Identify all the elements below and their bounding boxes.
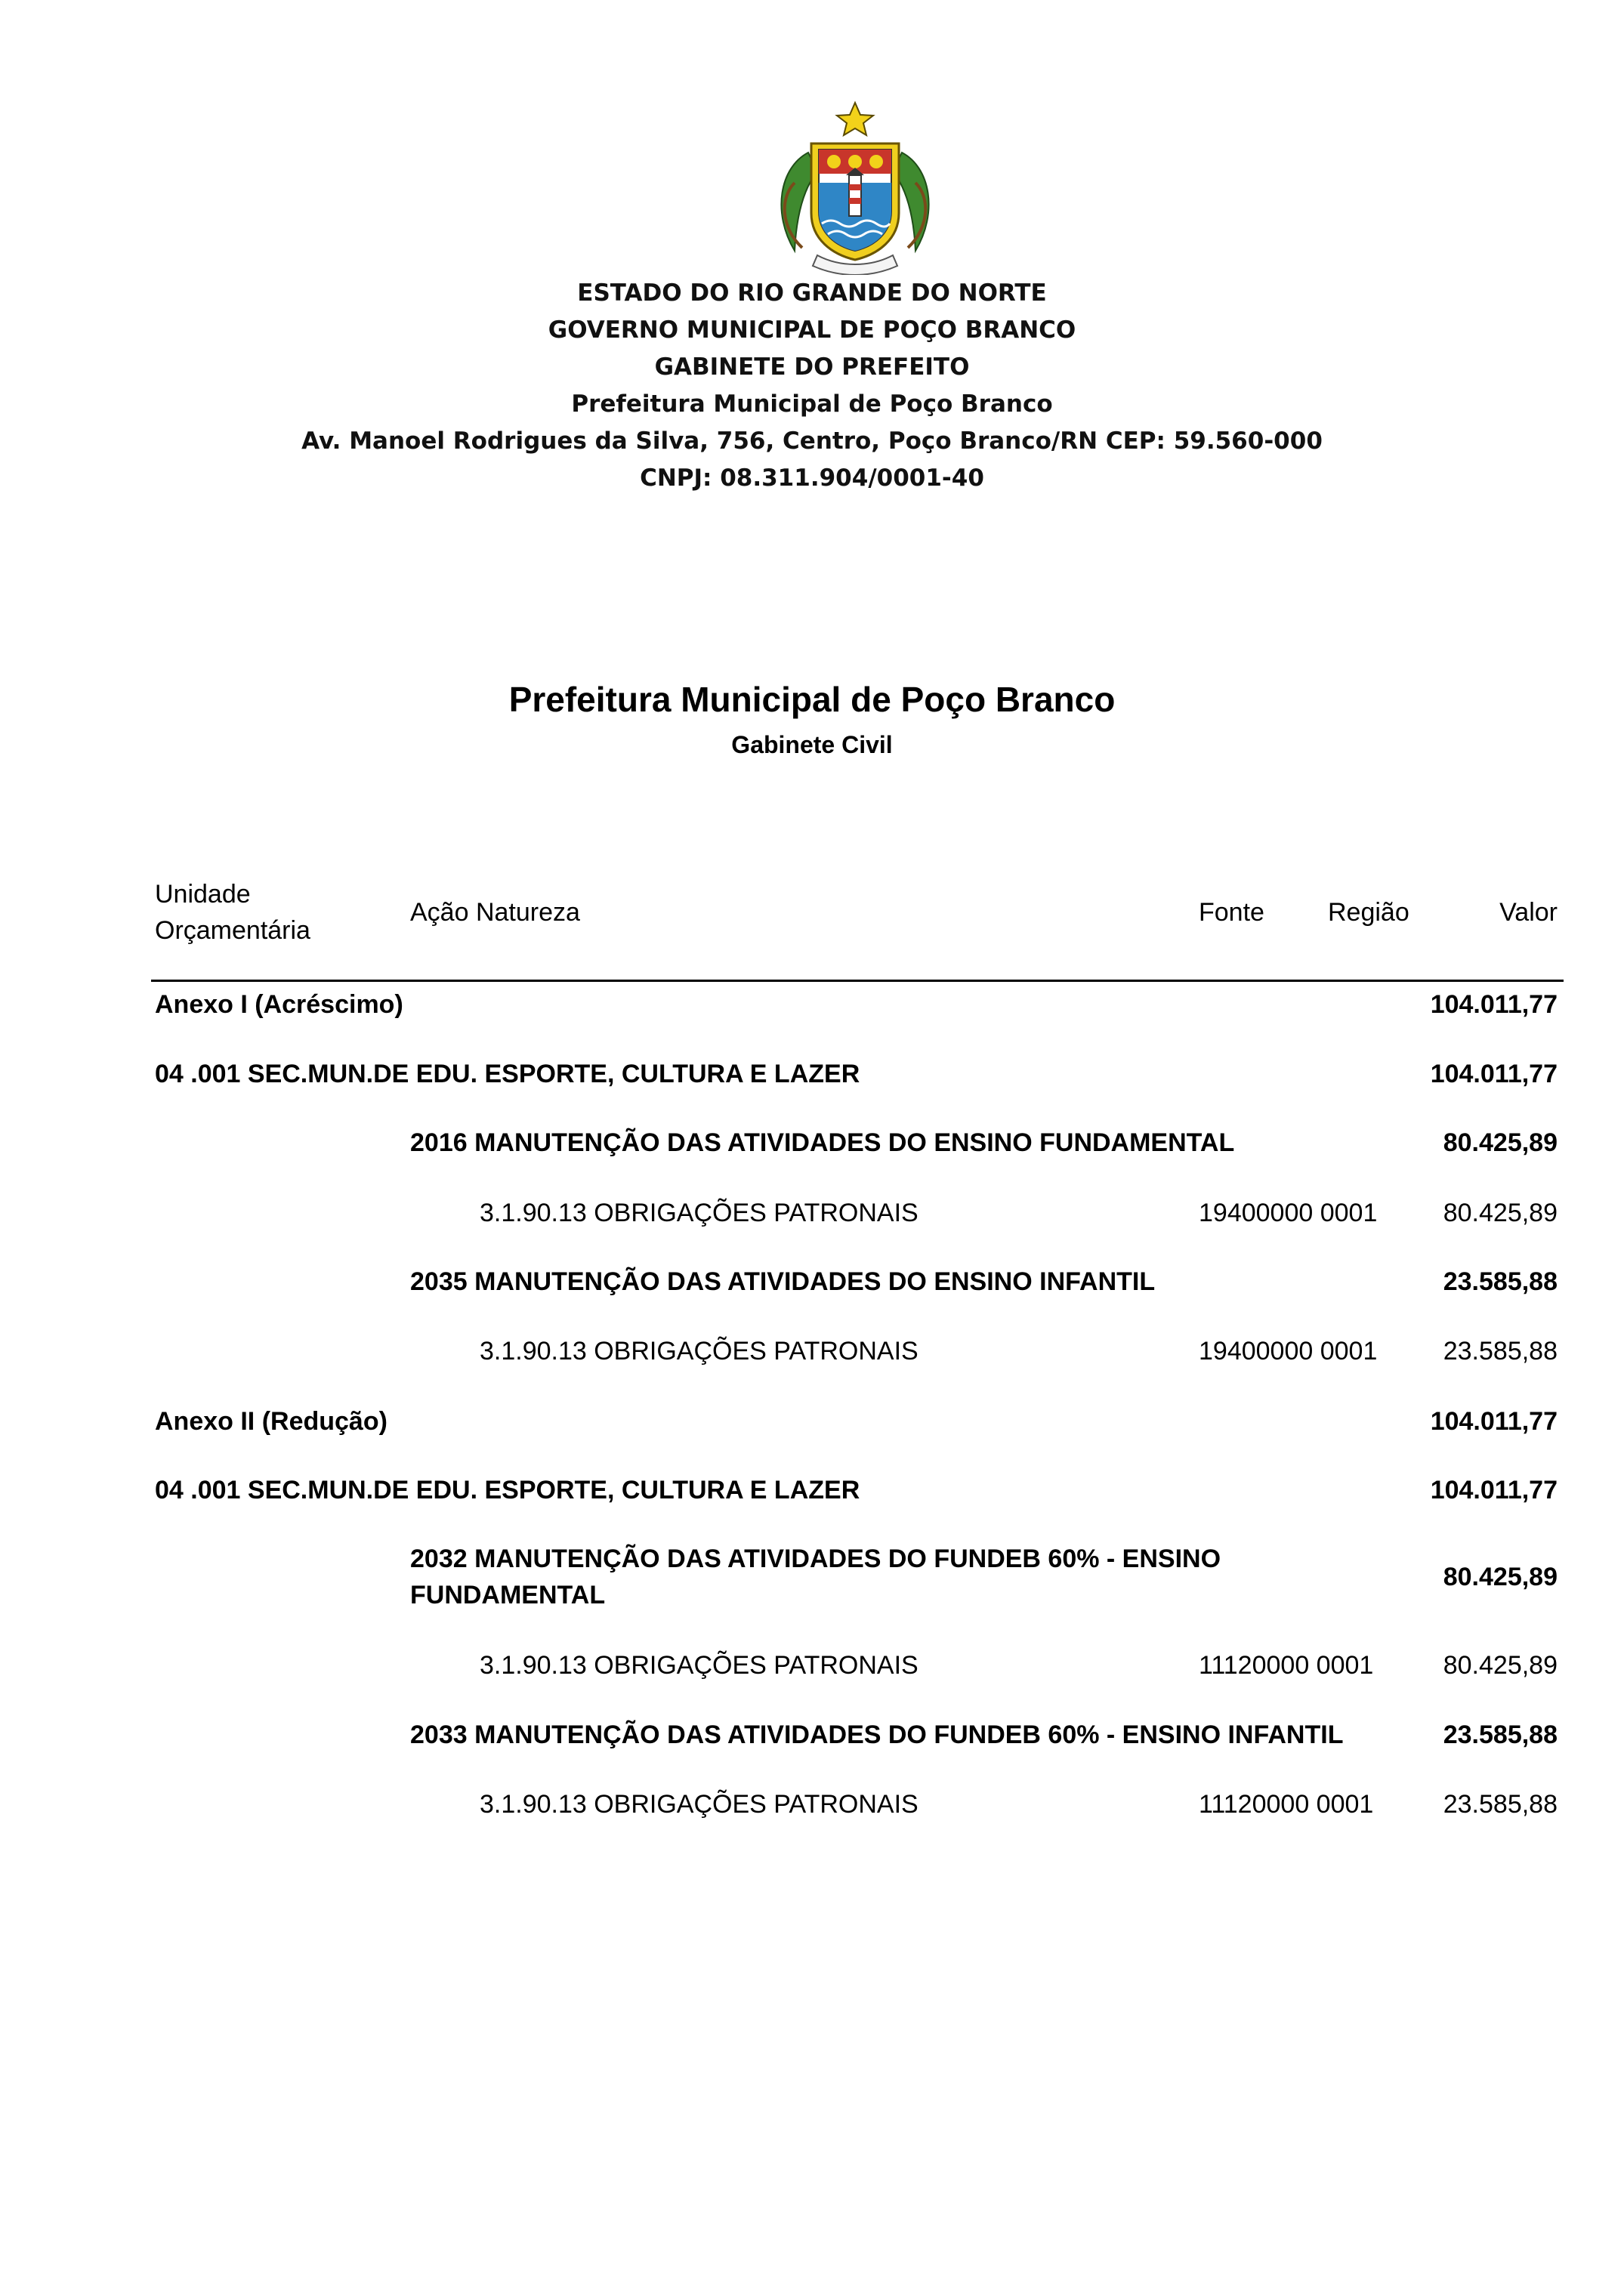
row-label: 04 .001 SEC.MUN.DE EDU. ESPORTE, CULTURA E LAZER	[155, 1060, 860, 1088]
header-divider	[151, 980, 1564, 982]
column-header-fonte: Fonte	[1199, 898, 1264, 927]
row-label: Anexo II (Redução)	[155, 1407, 387, 1436]
row-value: 80.425,89	[1443, 1128, 1558, 1157]
row-value: 80.425,89	[1443, 1199, 1558, 1227]
column-header-acao-natureza: Ação Natureza	[410, 898, 580, 927]
row-value: 23.585,88	[1443, 1790, 1558, 1819]
row-value: 80.425,89	[1443, 1651, 1558, 1680]
row-fonte-regiao: 11120000 0001	[1199, 1651, 1374, 1680]
letterhead-office: GABINETE DO PREFEITO	[654, 353, 970, 381]
row-fonte-regiao: 19400000 0001	[1199, 1199, 1378, 1227]
row-value: 23.585,88	[1443, 1337, 1558, 1366]
row-fonte-regiao: 11120000 0001	[1199, 1790, 1374, 1819]
row-label: 2035 MANUTENÇÃO DAS ATIVIDADES DO ENSINO INFANTIL	[410, 1267, 1156, 1296]
letterhead-municipality: Prefeitura Municipal de Poço Branco	[571, 390, 1053, 418]
letterhead-state: ESTADO DO RIO GRANDE DO NORTE	[577, 279, 1047, 307]
letterhead-cnpj: CNPJ: 08.311.904/0001-40	[640, 464, 984, 492]
letterhead	[0, 275, 1624, 497]
column-header-unidade-line2: Orçamentária	[155, 916, 310, 945]
letterhead-address: Av. Manoel Rodrigues da Silva, 756, Centro, Poço Branco/RN CEP: 59.560-000	[301, 427, 1323, 455]
row-label: 2033 MANUTENÇÃO DAS ATIVIDADES DO FUNDEB 60% - ENSINO INFANTIL	[410, 1720, 1344, 1749]
column-header-unidade-line1: Unidade	[155, 880, 251, 909]
row-label: 04 .001 SEC.MUN.DE EDU. ESPORTE, CULTURA E LAZER	[155, 1476, 860, 1504]
row-value: 104.011,77	[1430, 1407, 1558, 1436]
row-value: 104.011,77	[1430, 990, 1558, 1019]
row-label: 3.1.90.13 OBRIGAÇÕES PATRONAIS	[480, 1790, 919, 1819]
row-label: 3.1.90.13 OBRIGAÇÕES PATRONAIS	[480, 1651, 919, 1680]
row-value: 104.011,77	[1430, 1060, 1558, 1088]
document-subtitle: Gabinete Civil	[731, 731, 893, 758]
document-title: Prefeitura Municipal de Poço Branco	[508, 680, 1116, 719]
letterhead-government: GOVERNO MUNICIPAL DE POÇO BRANCO	[548, 316, 1076, 344]
row-label: Anexo I (Acréscimo)	[155, 990, 403, 1019]
municipal-coat-of-arms	[764, 100, 946, 275]
row-value: 104.011,77	[1430, 1476, 1558, 1504]
row-label: 3.1.90.13 OBRIGAÇÕES PATRONAIS	[480, 1337, 919, 1366]
row-label: 3.1.90.13 OBRIGAÇÕES PATRONAIS	[480, 1199, 919, 1227]
row-fonte-regiao: 19400000 0001	[1199, 1337, 1378, 1366]
row-label: 2032 MANUTENÇÃO DAS ATIVIDADES DO FUNDEB 60% - ENSINO FUNDAMENTAL	[410, 1545, 1221, 1609]
row-label: 2016 MANUTENÇÃO DAS ATIVIDADES DO ENSINO FUNDAMENTAL	[410, 1128, 1235, 1157]
row-value: 80.425,89	[1443, 1563, 1558, 1591]
row-value: 23.585,88	[1443, 1720, 1558, 1749]
column-header-valor: Valor	[1499, 898, 1558, 927]
column-header-unidade-orcamentaria	[155, 876, 310, 949]
row-value: 23.585,88	[1443, 1267, 1558, 1296]
column-header-regiao: Região	[1328, 898, 1409, 927]
